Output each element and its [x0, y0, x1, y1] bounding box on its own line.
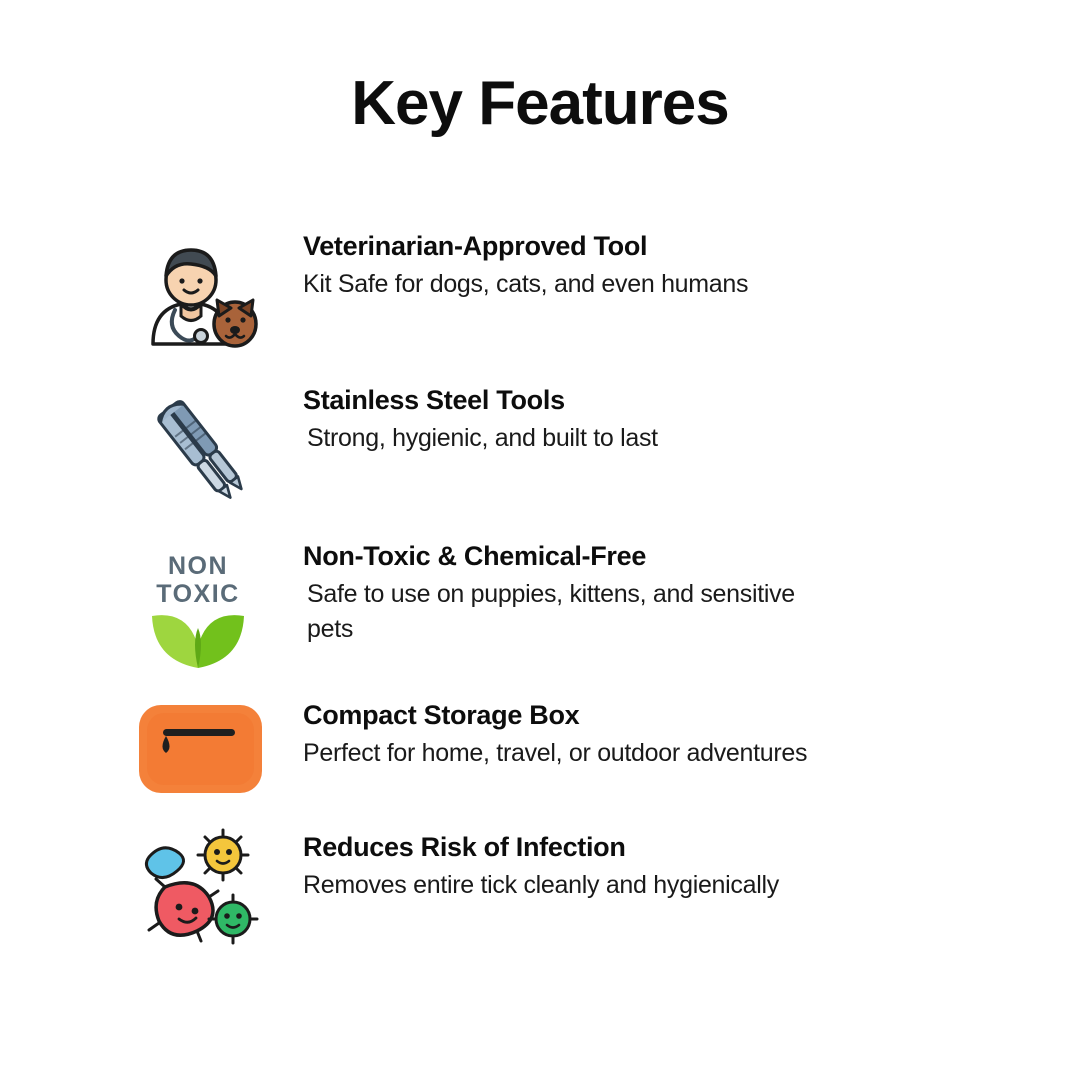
feature-text	[275, 540, 827, 646]
feature-text	[275, 827, 779, 902]
tweezers-icon	[125, 384, 275, 514]
feature-description: Perfect for home, travel, or outdoor adventures	[303, 738, 808, 767]
features-list	[0, 226, 1080, 952]
non-toxic-leaf-icon	[125, 540, 275, 675]
feature-text	[275, 384, 658, 455]
feature-title: Veterinarian-Approved Tool	[303, 231, 648, 262]
feature-title: Stainless Steel Tools	[303, 385, 565, 416]
feature-item-veterinarian	[0, 226, 1080, 356]
feature-text	[275, 695, 807, 770]
feature-title: Reduces Risk of Infection	[303, 832, 626, 863]
feature-text	[275, 226, 748, 301]
veterinarian-with-dog-icon	[125, 226, 275, 356]
feature-title: Non-Toxic & Chemical-Free	[303, 541, 647, 572]
feature-description: Kit Safe for dogs, cats, and even humans	[303, 269, 749, 298]
storage-box-icon	[125, 695, 275, 805]
germs-bacteria-icon	[125, 827, 275, 952]
page-title: Key Features	[351, 69, 729, 138]
non-toxic-text-line1: NON	[167, 552, 229, 581]
feature-item-non-toxic	[0, 540, 1080, 675]
feature-description: Safe to use on puppies, kittens, and sensitive pets	[307, 579, 795, 643]
feature-item-stainless-steel	[0, 384, 1080, 514]
feature-description: Removes entire tick cleanly and hygienically	[303, 870, 779, 899]
feature-item-reduces-infection	[0, 827, 1080, 952]
non-toxic-text-line2: TOXIC	[156, 580, 240, 609]
feature-description: Strong, hygienic, and built to last	[307, 423, 658, 452]
feature-item-storage-box	[0, 695, 1080, 805]
feature-title: Compact Storage Box	[303, 700, 580, 731]
